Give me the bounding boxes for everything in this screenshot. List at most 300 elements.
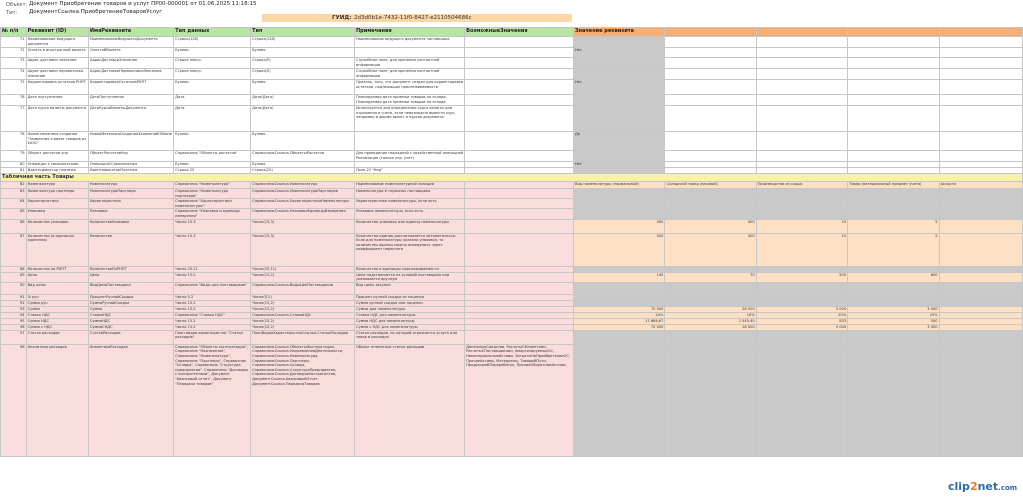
attribute-id[interactable]: Дата курса валюты документа bbox=[26, 106, 88, 132]
attribute-name[interactable]: ДатаКурсаВалютыДокумента bbox=[88, 106, 173, 132]
value-cell[interactable]: 5 000 bbox=[756, 324, 847, 330]
attribute-id[interactable]: Количество по РНПТ bbox=[26, 266, 88, 272]
type[interactable]: Булево bbox=[251, 132, 355, 151]
value-cell[interactable]: 28 000 bbox=[665, 324, 756, 330]
value-cell[interactable] bbox=[665, 330, 756, 344]
row-number[interactable]: 79 bbox=[1, 151, 27, 162]
value-cell[interactable]: 70 000 bbox=[573, 324, 664, 330]
attribute-name[interactable]: КоличествоПоРНПТ bbox=[88, 266, 173, 272]
value-cell[interactable] bbox=[573, 330, 664, 344]
value-cell[interactable]: 3 000 bbox=[848, 306, 939, 312]
attribute-name[interactable]: Характеристика bbox=[88, 199, 173, 209]
attribute-id[interactable]: Идентификатор платежа bbox=[26, 168, 88, 174]
row-number[interactable]: 78 bbox=[1, 132, 27, 151]
attribute-value[interactable] bbox=[573, 69, 664, 80]
value-cell[interactable]: 10 bbox=[756, 233, 847, 266]
attribute-name[interactable]: КоличествоУпаковок bbox=[88, 219, 173, 233]
note[interactable]: Ставка НДС для номенклатуры bbox=[354, 312, 464, 318]
attribute-id[interactable]: Вид цены bbox=[26, 282, 88, 294]
value-cell[interactable] bbox=[756, 189, 847, 199]
value-cell[interactable]: 70 000 bbox=[573, 306, 664, 312]
row-number[interactable]: 83 bbox=[1, 189, 27, 199]
attribute-value[interactable]: Нет bbox=[573, 48, 664, 58]
attribute-name[interactable]: ДатаПоступления bbox=[88, 95, 173, 106]
table-row[interactable] bbox=[1, 69, 1023, 80]
type[interactable]: СправочникСсылка.Номенклатура bbox=[251, 182, 355, 189]
note[interactable]: Служебное поле, для хранения контактной информации bbox=[354, 69, 464, 80]
data-type[interactable]: Строка(128) bbox=[174, 37, 251, 48]
tp-column-header[interactable]: Складской товар (весовой) bbox=[665, 182, 756, 189]
value-cell[interactable]: 20% bbox=[848, 312, 939, 318]
type[interactable]: Строка(25) bbox=[251, 168, 355, 174]
value-cell[interactable]: 20% bbox=[756, 312, 847, 318]
row-number[interactable]: 98 bbox=[1, 344, 27, 456]
row-number[interactable]: 85 bbox=[1, 209, 27, 219]
note[interactable]: Количество упаковок или единиц номенклатуры bbox=[354, 219, 464, 233]
attribute-value[interactable]: Нет bbox=[573, 162, 664, 168]
attribute-id[interactable]: Сумма bbox=[26, 306, 88, 312]
note[interactable]: Вид цены закупки bbox=[354, 282, 464, 294]
attribute-name[interactable]: СуммаСНДС bbox=[88, 324, 173, 330]
note[interactable]: Сумма ручной скидки или наценки bbox=[354, 300, 464, 306]
value-cell[interactable] bbox=[573, 209, 664, 219]
type[interactable]: СправочникСсылка.ОбъектыРасчетов bbox=[251, 151, 355, 162]
attribute-name[interactable]: АдресДоставкиЗначение bbox=[88, 58, 173, 69]
value-cell[interactable] bbox=[848, 330, 939, 344]
empty-cell bbox=[665, 37, 756, 48]
type[interactable]: Строка(0) bbox=[251, 69, 355, 80]
attribute-value[interactable]: Нет bbox=[573, 80, 664, 95]
data-type[interactable]: Дата bbox=[174, 106, 251, 132]
note[interactable]: Служебное поле, для хранения контактной информации bbox=[354, 58, 464, 69]
value-cell[interactable]: 500 bbox=[756, 272, 847, 282]
table-row[interactable] bbox=[1, 209, 1023, 219]
row-number[interactable]: 71 bbox=[1, 37, 27, 48]
empty-cell bbox=[665, 95, 756, 106]
table-row[interactable] bbox=[1, 48, 1023, 58]
row-number[interactable]: 86 bbox=[1, 219, 27, 233]
type[interactable]: Число(15,2) bbox=[251, 306, 355, 312]
row-number[interactable]: 72 bbox=[1, 48, 27, 58]
attribute-name[interactable]: Сумма bbox=[88, 306, 173, 312]
value-cell[interactable] bbox=[848, 189, 939, 199]
empty-cell bbox=[848, 132, 939, 151]
note[interactable]: Количество в единицах прослеживаемости bbox=[354, 266, 464, 272]
note[interactable]: Процент ручной скидки из наценки bbox=[354, 294, 464, 300]
attribute-id[interactable]: Номенклатура партнера bbox=[26, 189, 88, 199]
attribute-name[interactable]: Цена bbox=[88, 272, 173, 282]
table-row[interactable] bbox=[1, 37, 1023, 48]
data-type[interactable]: Дата bbox=[174, 95, 251, 106]
attribute-id[interactable]: Адрес доставки перевозчика значение bbox=[26, 69, 88, 80]
value-cell[interactable] bbox=[756, 344, 847, 456]
data-type[interactable]: Строка неогр. bbox=[174, 58, 251, 69]
value-cell[interactable] bbox=[939, 330, 1022, 344]
row-number[interactable]: 89 bbox=[1, 272, 27, 282]
attribute-id[interactable]: Количество упаковок bbox=[26, 219, 88, 233]
type[interactable]: СправочникСсылка.ВидыЦенПоставщиков bbox=[251, 282, 355, 294]
table-row[interactable] bbox=[1, 95, 1023, 106]
tp-column-header[interactable]: Ассорти bbox=[939, 182, 1022, 189]
value-cell[interactable]: 5 bbox=[848, 219, 939, 233]
possible-values[interactable] bbox=[465, 330, 574, 344]
type[interactable]: Булево bbox=[251, 162, 355, 168]
value-cell[interactable]: 11 666,67 bbox=[573, 318, 664, 324]
possible-values[interactable] bbox=[465, 132, 574, 151]
attribute-name[interactable]: ВидЦеныПоставщика bbox=[88, 282, 173, 294]
possible-values[interactable] bbox=[465, 80, 574, 95]
note[interactable]: Цена подставляется из условий поставщика или указывается вручную bbox=[354, 272, 464, 282]
row-number[interactable]: 77 bbox=[1, 106, 27, 132]
row-number[interactable]: 84 bbox=[1, 199, 27, 209]
value-cell[interactable]: 3 000 bbox=[848, 324, 939, 330]
attribute-name[interactable]: Упаковка bbox=[88, 209, 173, 219]
row-number[interactable]: 92 bbox=[1, 300, 27, 306]
type[interactable]: Число(15,3) bbox=[251, 233, 355, 266]
col-header[interactable]: Реквизит (ID) bbox=[26, 28, 88, 37]
note[interactable] bbox=[354, 48, 464, 58]
table-row[interactable] bbox=[1, 80, 1023, 95]
attribute-value[interactable] bbox=[573, 37, 664, 48]
value-cell[interactable] bbox=[848, 344, 939, 456]
data-type[interactable]: Число 15.3 bbox=[174, 233, 251, 266]
attribute-id[interactable]: Оплата в иностранной валюте bbox=[26, 48, 88, 58]
table-row[interactable] bbox=[1, 233, 1023, 266]
type[interactable]: Число(15,2) bbox=[251, 324, 355, 330]
note[interactable]: Наименование ведущего документа поставщика bbox=[354, 37, 464, 48]
value-cell[interactable]: 500 bbox=[573, 233, 664, 266]
value-cell[interactable] bbox=[939, 209, 1022, 219]
empty-cell bbox=[939, 151, 1022, 162]
attribute-id[interactable]: Цена bbox=[26, 272, 88, 282]
possible-values[interactable] bbox=[465, 58, 574, 69]
note[interactable]: Статья расходов, по которой отражается услуга или товар в расходах bbox=[354, 330, 464, 344]
note[interactable]: Количество единиц рассчитывается автоматически. Если для номенклатуры указана упаковка, то количество единиц можно определить через коэффициент пересчета bbox=[354, 233, 464, 266]
empty-cell bbox=[848, 95, 939, 106]
attribute-id[interactable]: Операции с самозанятыми bbox=[26, 162, 88, 168]
value-cell[interactable] bbox=[573, 189, 664, 199]
value-cell[interactable]: 5 000 bbox=[756, 306, 847, 312]
row-number[interactable]: 87 bbox=[1, 233, 27, 266]
col-header[interactable]: ИмяРеквизита bbox=[88, 28, 173, 37]
value-cell[interactable]: 140 bbox=[573, 272, 664, 282]
row-number[interactable]: 80 bbox=[1, 162, 27, 168]
attribute-name[interactable]: СуммаНДС bbox=[88, 318, 173, 324]
note[interactable]: Характеристика номенклатуры, если есть bbox=[354, 199, 464, 209]
table-row[interactable] bbox=[1, 219, 1023, 233]
row-number[interactable]: 88 bbox=[1, 266, 27, 272]
possible-values[interactable] bbox=[465, 48, 574, 58]
value-cell[interactable] bbox=[573, 282, 664, 294]
type[interactable]: СправочникСсылка.ОбъектыЭксплуатации, СправочникСсылка.НаправленияДеятельности, СправочникСсылка.Номенклатура, СправочникСсылка.Партнеры, СправочникСсылка.Склады, СправочникСсылка.СтруктураПредприятия, СправочникСсылка.ДоговорыКонтрагентов, ДокументСсылка.АвансовыйОтчет, ДокументСсылка.ПередачаТоваров bbox=[251, 344, 355, 456]
value-cell[interactable] bbox=[848, 209, 939, 219]
type[interactable]: Дата(Дата) bbox=[251, 95, 355, 106]
note[interactable]: Признак, того, что документ создан для корректировки остатков, подлежащих прослеживаемости bbox=[354, 80, 464, 95]
type[interactable]: Строка(128) bbox=[251, 37, 355, 48]
table-row[interactable] bbox=[1, 330, 1023, 344]
type[interactable]: Число(5,2) bbox=[251, 294, 355, 300]
attribute-name[interactable]: ИдентификаторПлатежа bbox=[88, 168, 173, 174]
value-cell[interactable]: 400 bbox=[665, 233, 756, 266]
value-cell[interactable] bbox=[939, 282, 1022, 294]
value-cell[interactable] bbox=[573, 199, 664, 209]
value-cell[interactable] bbox=[939, 199, 1022, 209]
attribute-name[interactable]: ОбъектРасчетовУпр bbox=[88, 151, 173, 162]
attribute-name[interactable]: ОперацияССамозанятым bbox=[88, 162, 173, 168]
data-type[interactable]: Число 15.3 bbox=[174, 219, 251, 233]
data-type[interactable]: Число 15.2 bbox=[174, 300, 251, 306]
attribute-id[interactable]: Аналитика расходов bbox=[26, 344, 88, 456]
type[interactable]: Число(15,2) bbox=[251, 318, 355, 324]
attribute-id[interactable]: Сумма с НДС bbox=[26, 324, 88, 330]
data-type[interactable]: Булево bbox=[174, 132, 251, 151]
col-header[interactable]: Примечания bbox=[354, 28, 464, 37]
possible-values[interactable] bbox=[465, 106, 574, 132]
empty-cell bbox=[665, 106, 756, 132]
value-cell[interactable]: 833 bbox=[756, 318, 847, 324]
value-cell[interactable]: 28 000 bbox=[665, 306, 756, 312]
note[interactable]: Для проведения накладной с хозяйственной операцией Реализация (только упр. учет) bbox=[355, 151, 464, 160]
type[interactable]: Число(15,2) bbox=[251, 300, 355, 306]
table-row[interactable] bbox=[1, 58, 1023, 69]
attribute-name[interactable]: НоваяМеханикаСозданияЗаявленийОВвозе bbox=[88, 132, 173, 151]
possible-values[interactable] bbox=[465, 189, 574, 199]
tp-column-header[interactable]: Вид номенклатуры (нормальный) bbox=[573, 182, 664, 189]
note[interactable]: Поле 22 "Код" bbox=[354, 168, 464, 174]
attribute-id[interactable]: Адрес доставки значение bbox=[26, 58, 88, 69]
type[interactable]: СправочникСсылка.СтавкиНДС bbox=[251, 312, 355, 318]
possible-values[interactable]: ДенежныеСредства, РасчетыСКлиентами, РасчетыСПоставщиками, АмортизируемыеОС, НематериальныеАктивы, ЗатратыНаПриобретениеОС, ПрочиеАктивы, Материалы, ТоварыВПути, ПродукцияВПереработке, ПрочиеОборотныеАктивы bbox=[465, 344, 574, 456]
data-type[interactable]: Справочник "Ставки НДС" bbox=[174, 312, 251, 318]
attribute-name[interactable]: ПроцентРучнойСкидки bbox=[88, 294, 173, 300]
data-type[interactable]: Справочник "Объекты эксплуатации", Справочник "Назначения", Справочник "Номенклатура", Справочник "Партнеры", Справочник "Склады", Справочник "Структура предприятия", Справочник "Договоры с контрагентами", Документ "Авансовый отчет", Документ "Передача товаров" bbox=[174, 344, 251, 456]
attribute-id[interactable]: Характеристика bbox=[26, 199, 88, 209]
row-number[interactable]: 73 bbox=[1, 58, 27, 69]
possible-values[interactable] bbox=[465, 282, 574, 294]
attribute-name[interactable]: КорректировкаОстатковРНПТ bbox=[88, 80, 173, 95]
value-cell[interactable] bbox=[756, 209, 847, 219]
data-type[interactable]: Справочник "Характеристики номенклатуры" bbox=[174, 199, 251, 209]
attribute-name[interactable]: АналитикаРасходов bbox=[88, 344, 173, 456]
attribute-name[interactable]: Количество bbox=[88, 233, 173, 266]
type[interactable]: Строка(0) bbox=[251, 58, 355, 69]
attribute-value[interactable] bbox=[573, 106, 664, 132]
data-type[interactable]: Справочник "Номенклатура партнеров" bbox=[174, 189, 251, 199]
value-cell[interactable] bbox=[848, 282, 939, 294]
note[interactable]: Планируемая дата приемки товаров на складе. Планируемая дата приемки товаров на складе bbox=[354, 95, 464, 106]
possible-values[interactable] bbox=[465, 233, 574, 266]
table-row[interactable] bbox=[1, 151, 1023, 162]
table-row[interactable] bbox=[1, 182, 1023, 189]
attribute-id[interactable]: Ставка НДС bbox=[26, 312, 88, 318]
table-row[interactable] bbox=[1, 282, 1023, 294]
attribute-id[interactable]: Номенклатура bbox=[26, 182, 88, 189]
data-type[interactable]: Справочник "Объекты расчетов" bbox=[174, 151, 251, 162]
note[interactable] bbox=[354, 132, 464, 151]
value-cell[interactable]: 2 545,45 bbox=[665, 318, 756, 324]
col-header[interactable]: ВозможныеЗначения bbox=[465, 28, 574, 37]
value-cell[interactable] bbox=[756, 330, 847, 344]
row-number[interactable]: 90 bbox=[1, 282, 27, 294]
value-cell[interactable] bbox=[665, 199, 756, 209]
attribute-id[interactable]: Упаковка bbox=[26, 209, 88, 219]
attribute-name[interactable]: СтавкаНДС bbox=[88, 312, 173, 318]
data-type[interactable]: Число 15.2 bbox=[174, 318, 251, 324]
attribute-id[interactable]: Статья расходов bbox=[26, 330, 88, 344]
attribute-id[interactable]: Сумма руч bbox=[26, 300, 88, 306]
type[interactable]: Число(15,3) bbox=[251, 219, 355, 233]
tp-column-header[interactable]: Товар (материальный предмет учета) bbox=[848, 182, 939, 189]
type[interactable]: Число(15,2) bbox=[251, 272, 355, 282]
data-type[interactable]: План видов характеристик "Статьи расходов" bbox=[174, 330, 251, 344]
empty-cell bbox=[848, 48, 939, 58]
attribute-id[interactable]: Новая механика создания "Заявления о ввозе товаров из ЕАЭС" bbox=[26, 132, 88, 151]
attribute-id[interactable]: Дата поступления bbox=[26, 95, 88, 106]
row-number[interactable]: 96 bbox=[1, 324, 27, 330]
attribute-name[interactable]: СтатьяРасходов bbox=[88, 330, 173, 344]
note[interactable]: Используется для определения курса валюты для отражения в учете, если невозможно вывести курс, например в форме валют и курсов документа. bbox=[354, 106, 464, 132]
data-type[interactable]: Число 25.11 bbox=[174, 266, 251, 272]
row-number[interactable]: 93 bbox=[1, 306, 27, 312]
possible-values[interactable] bbox=[465, 37, 574, 48]
type[interactable]: СправочникСсылка.ХарактеристикиНоменклатуры bbox=[251, 199, 355, 209]
type[interactable]: ПланВидовХарактеристикСсылка.СтатьиРасходов bbox=[251, 330, 355, 344]
attribute-value[interactable]: Да bbox=[573, 132, 664, 151]
value-cell[interactable] bbox=[756, 199, 847, 209]
value-cell[interactable]: 500 bbox=[573, 219, 664, 233]
data-type[interactable]: Строка неогр. bbox=[174, 69, 251, 80]
value-cell[interactable] bbox=[665, 189, 756, 199]
table-row[interactable] bbox=[1, 132, 1023, 151]
type[interactable]: СправочникСсылка.УпаковкиЕдиницыИзмерения bbox=[251, 209, 355, 219]
value-cell[interactable]: 20% bbox=[573, 312, 664, 318]
possible-values[interactable] bbox=[465, 95, 574, 106]
value-cell[interactable] bbox=[939, 272, 1022, 282]
value-cell[interactable]: 10% bbox=[665, 312, 756, 318]
attribute-name[interactable]: Номенклатура bbox=[88, 182, 173, 189]
data-type[interactable]: Справочник "Упаковки и единицы измерения" bbox=[174, 209, 251, 219]
value-cell[interactable]: 10 bbox=[756, 219, 847, 233]
attribute-name[interactable]: ОплатаВВалюте bbox=[88, 48, 173, 58]
possible-values[interactable] bbox=[465, 219, 574, 233]
data-type[interactable]: Число 15.2 bbox=[174, 324, 251, 330]
possible-values[interactable] bbox=[465, 151, 574, 162]
type[interactable]: Булево bbox=[251, 48, 355, 58]
type[interactable]: Булево bbox=[251, 80, 355, 95]
value-cell[interactable]: 70 bbox=[665, 272, 756, 282]
value-cell[interactable] bbox=[939, 233, 1022, 266]
row-number[interactable]: 94 bbox=[1, 312, 27, 318]
data-type[interactable]: Строка 25 bbox=[174, 168, 251, 174]
value-cell[interactable] bbox=[939, 344, 1022, 456]
data-type[interactable]: Число 15.2 bbox=[174, 306, 251, 312]
row-number[interactable]: 81 bbox=[1, 168, 27, 174]
value-cell[interactable] bbox=[665, 282, 756, 294]
table-row[interactable] bbox=[1, 189, 1023, 199]
note[interactable]: Наименование номенклатурной позиции bbox=[354, 182, 464, 189]
empty-cell bbox=[939, 106, 1022, 132]
note[interactable]: Сумма с НДС для номенклатуры bbox=[354, 324, 464, 330]
row-number[interactable]: 95 bbox=[1, 318, 27, 324]
note[interactable]: Объект аналитики статьи расходов bbox=[354, 344, 464, 456]
value-cell[interactable] bbox=[665, 344, 756, 456]
value-cell[interactable]: 400 bbox=[665, 219, 756, 233]
col-header[interactable]: № п/п bbox=[1, 28, 27, 37]
row-number[interactable]: 75 bbox=[1, 80, 27, 95]
data-type[interactable]: Число 5.2 bbox=[174, 294, 251, 300]
table-row[interactable] bbox=[1, 199, 1023, 209]
possible-values[interactable] bbox=[465, 69, 574, 80]
row-number[interactable]: 82 bbox=[1, 182, 27, 189]
attribute-id[interactable]: Количество (в единицах хранения) bbox=[26, 233, 88, 266]
value-cell[interactable] bbox=[573, 344, 664, 456]
row-number[interactable]: 91 bbox=[1, 294, 27, 300]
attribute-id[interactable]: Сумма НДС bbox=[26, 318, 88, 324]
data-type[interactable]: Справочник "Номенклатура" bbox=[174, 182, 251, 189]
empty-cell bbox=[665, 132, 756, 151]
tp-column-header[interactable]: Производство из сырья bbox=[756, 182, 847, 189]
type[interactable]: Число(25,11) bbox=[251, 266, 355, 272]
table-row[interactable] bbox=[1, 344, 1023, 456]
value-cell[interactable] bbox=[665, 209, 756, 219]
value-cell[interactable]: 5 bbox=[848, 233, 939, 266]
possible-values[interactable] bbox=[465, 182, 574, 189]
row-number[interactable]: 97 bbox=[1, 330, 27, 344]
attribute-value[interactable] bbox=[573, 58, 664, 69]
data-type[interactable]: Число 15.2 bbox=[174, 272, 251, 282]
attribute-name[interactable]: СуммаРучнойСкидки bbox=[88, 300, 173, 306]
empty-cell bbox=[665, 58, 756, 69]
table-row[interactable] bbox=[1, 106, 1023, 132]
data-type[interactable]: Справочник "Виды цен поставщиков" bbox=[174, 282, 251, 294]
attribute-name[interactable]: АдресДоставкиПеревозчикаЗначение bbox=[88, 69, 173, 80]
data-type[interactable]: Булево bbox=[174, 162, 251, 168]
attribute-id[interactable]: % руч bbox=[26, 294, 88, 300]
type[interactable]: Дата(Дата) bbox=[251, 106, 355, 132]
attribute-id[interactable]: Объект расчетов упр bbox=[26, 151, 88, 162]
attribute-id[interactable]: Корректировка остатков РНПТ bbox=[26, 80, 88, 95]
col-header[interactable]: Тип данных bbox=[174, 28, 251, 37]
col-header[interactable]: Тип bbox=[251, 28, 355, 37]
data-type[interactable]: Булево bbox=[174, 48, 251, 58]
table-row[interactable] bbox=[1, 272, 1023, 282]
attribute-name[interactable]: НаименованиеВедущегоДокумента bbox=[88, 37, 173, 48]
value-cell[interactable] bbox=[939, 219, 1022, 233]
attribute-value[interactable] bbox=[573, 151, 664, 162]
row-number[interactable]: 76 bbox=[1, 95, 27, 106]
value-cell[interactable] bbox=[756, 282, 847, 294]
attribute-name[interactable]: НоменклатураПартнера bbox=[88, 189, 173, 199]
row-number[interactable]: 74 bbox=[1, 69, 27, 80]
note[interactable]: Упаковка номенклатуры, если есть bbox=[354, 209, 464, 219]
possible-values[interactable] bbox=[465, 209, 574, 219]
possible-values[interactable] bbox=[465, 272, 574, 282]
value-cell[interactable] bbox=[848, 199, 939, 209]
type[interactable]: СправочникСсылка.НоменклатураПартнеров bbox=[251, 189, 355, 199]
possible-values[interactable] bbox=[465, 199, 574, 209]
note[interactable]: Сумма для номенклатуры bbox=[354, 306, 464, 312]
attribute-id[interactable]: Наименование ведущего документа bbox=[26, 37, 88, 48]
col-header-value[interactable]: Значение реквизита bbox=[573, 28, 664, 37]
note[interactable]: Сумма НДС для номенклатуры bbox=[354, 318, 464, 324]
value-cell[interactable]: 600 bbox=[848, 272, 939, 282]
attribute-value[interactable] bbox=[573, 95, 664, 106]
note[interactable]: Номенклатура в терминах поставщика bbox=[354, 189, 464, 199]
value-cell[interactable] bbox=[939, 189, 1022, 199]
table-header-row bbox=[1, 28, 1023, 37]
value-cell[interactable]: 500 bbox=[848, 318, 939, 324]
data-type[interactable]: Булево bbox=[174, 80, 251, 95]
